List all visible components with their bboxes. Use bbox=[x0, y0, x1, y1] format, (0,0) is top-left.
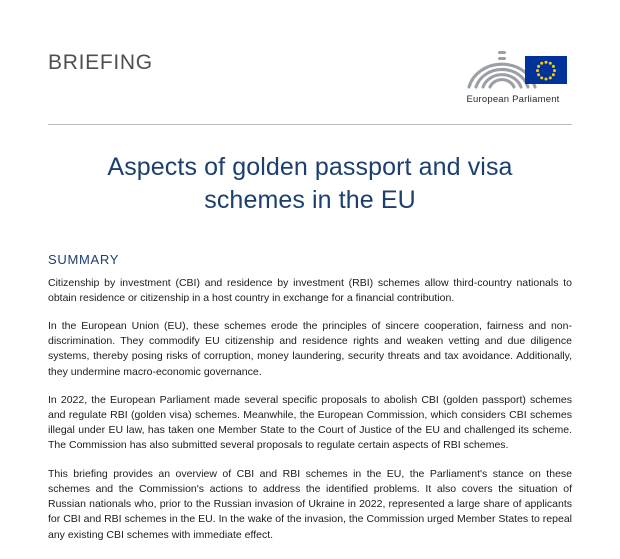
briefing-label: BRIEFING bbox=[48, 51, 153, 74]
summary-paragraph: This briefing provides an overview of CBI and RBI schemes in the EU, the Parliament's stance on these schemes and the Commission's actions to address the identified problems. It also covers the situation of Russian nationals who, prior to the Russian invasion of Ukraine in 2022, represented a large share of applicants for CBI and RBI schemes in the EU. In the wake of the invasion, the Commission urged Member States to repeal any existing CBI schemes with immediate effect. bbox=[48, 467, 572, 541]
logo-caption: European Parliament bbox=[466, 94, 560, 105]
summary-heading: SUMMARY bbox=[48, 251, 120, 267]
summary-paragraph: In the European Union (EU), these schemes erode the principles of sincere cooperation, fairness and non-discrimination. They commodify EU citizenship and residence rights and weaken vetting and due diligence systems, thereby posing risks of corruption, money laundering, security threats and tax avoidance. Additionally, they undermine macro-economic governance. bbox=[48, 319, 572, 378]
page-content bbox=[48, 0, 572, 543]
document-header bbox=[48, 0, 572, 120]
summary-paragraph: Citizenship by investment (CBI) and residence by investment (RBI) schemes allow third-country nationals to obtain residence or citizenship in a host country in exchange for a financial contribution. bbox=[48, 276, 572, 304]
summary-body bbox=[48, 276, 572, 543]
summary-paragraph: In 2022, the European Parliament made several specific proposals to abolish CBI (golden passport) schemes and regulate RBI (golden visa) schemes. Meanwhile, the European Commission, which considers CBI schemes illegal under EU law, has taken one Member State to the Court of Justice of the EU and challenged its scheme. The Commission has also submitted several proposals to regulate certain aspects of RBI schemes. bbox=[48, 393, 572, 452]
european-parliament-logo bbox=[454, 42, 572, 105]
page-title: Aspects of golden passport and visa schemes in the EU bbox=[107, 153, 513, 215]
european-parliament-logo-icon bbox=[457, 42, 569, 92]
header-divider bbox=[48, 124, 572, 125]
